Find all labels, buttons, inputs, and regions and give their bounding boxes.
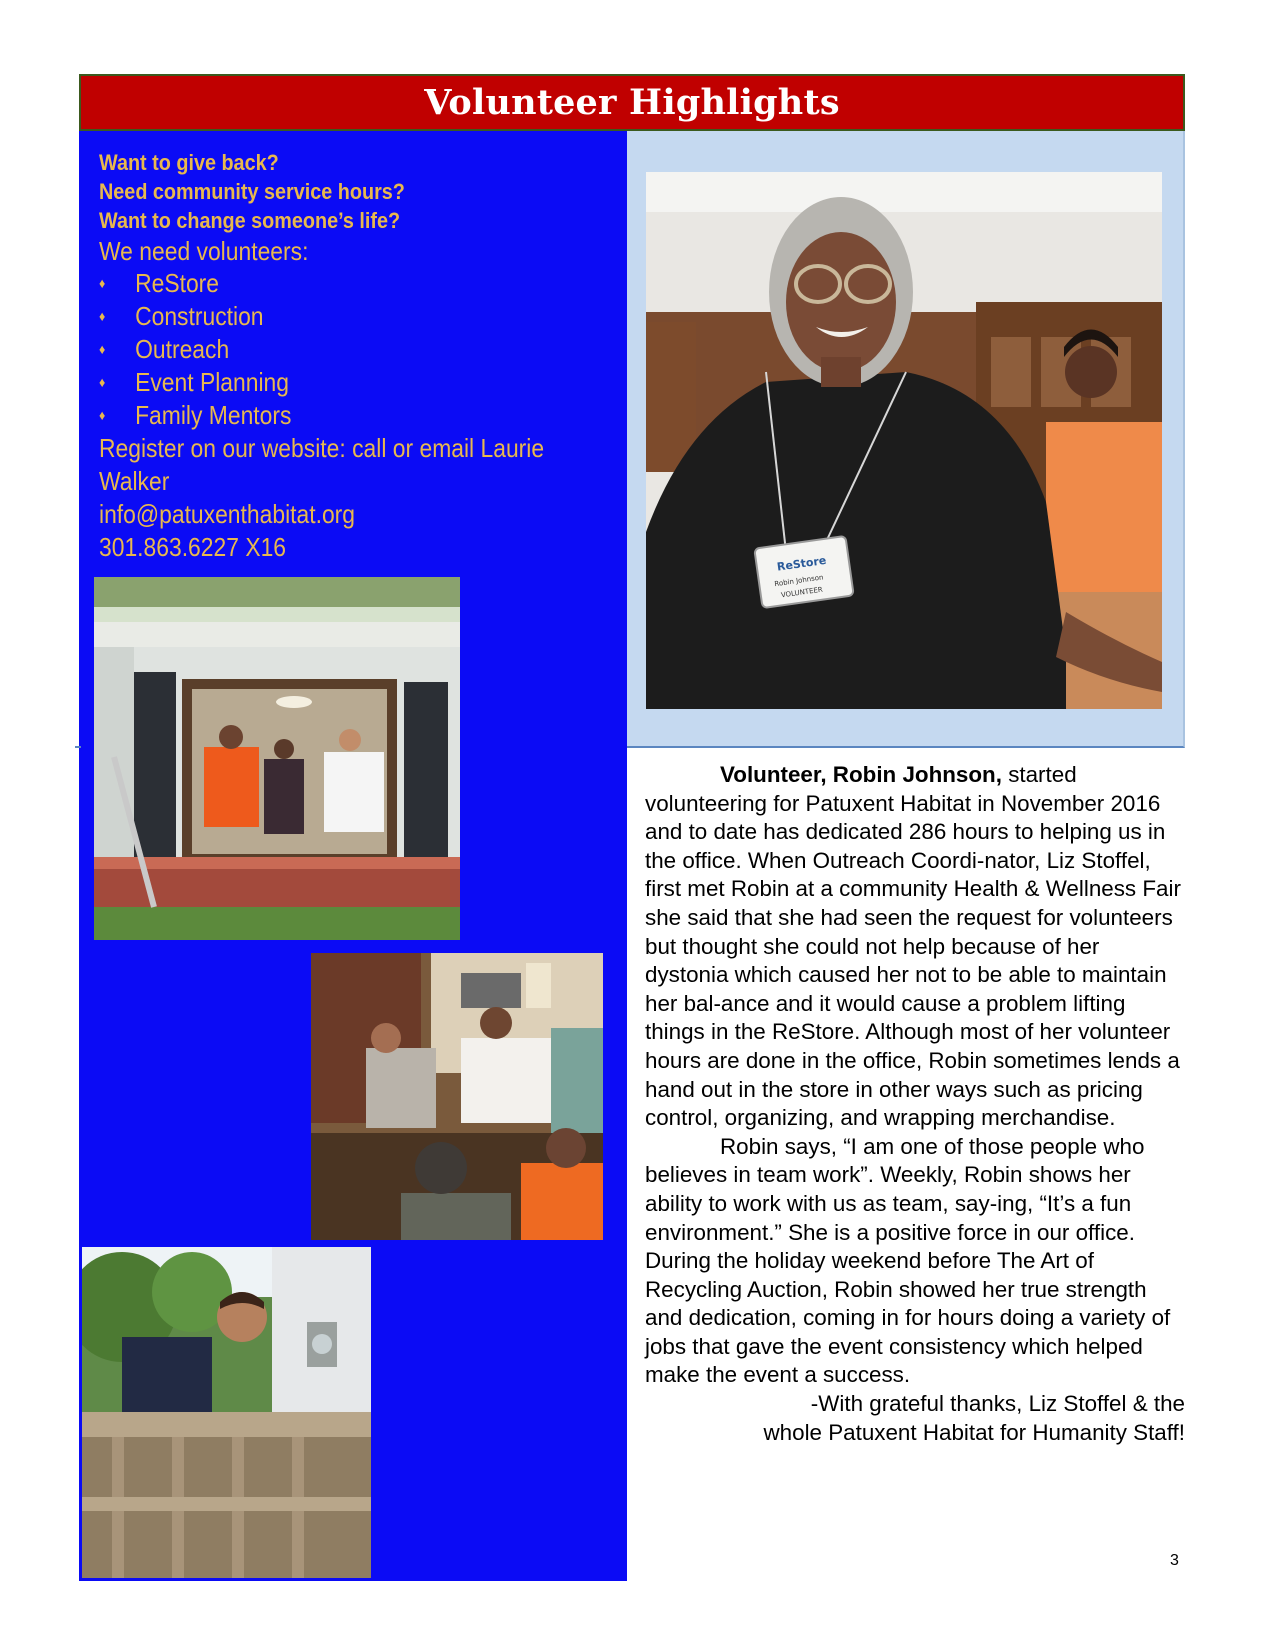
diamond-bullet-icon: ♦ (99, 374, 106, 390)
role-label: Event Planning (135, 367, 289, 397)
window-volunteers-photo (94, 577, 460, 940)
badge-store-text: ReStore (776, 553, 828, 574)
section-banner (79, 74, 1185, 131)
question-service-hours: Need community service hours? (99, 179, 405, 204)
article-paragraph-text: started volunteering for Patuxent Habitat in November 2016 and to date has dedicated 286 hours to helping us in the office. When Outreach Coordi-nator, Liz Stoffel, first met Robin at a community Health & Wellness Fair she said that she had seen the request for volunteers but thought she could not help because of her dystonia which caused her not to be able to maintain her bal-ance and it would cause a problem lifting things in the ReStore. Although most of her volunteer hours are done in the office, Robin sometimes lends a hand out in the store in other ways such as pricing control, organizing, and wrapping merchandise. (645, 762, 1181, 1131)
article-paragraph (645, 761, 1185, 1133)
role-label: Family Mentors (135, 400, 292, 430)
role-label: Outreach (135, 334, 230, 364)
role-label: Construction (135, 301, 264, 331)
question-give-back: Want to give back? (99, 150, 279, 175)
robin-johnson-portrait-photo (646, 172, 1162, 709)
contact-phone: 301.863.6227 X16 (99, 532, 287, 562)
register-line: Register on our website: call or email Laurie Walker (99, 433, 545, 496)
list-item (99, 300, 557, 333)
badge-name-text: Robin Johnson (773, 573, 824, 589)
deck-volunteer-photo (82, 1247, 371, 1578)
page-number: 3 (1170, 1552, 1179, 1569)
signature-line: whole Patuxent Habitat for Humanity Staff! (763, 1419, 1185, 1445)
article-paragraph: Robin says, “I am one of those people who believes in team work”. Weekly, Robin shows her ability to work with us as team, say-ing, “It’s a fun environment.” She is a positive force in our office. During the holiday weekend before The Art of Recycling Auction, Robin showed her true strength and dedication, coming in for hours doing a variety of jobs that gave the event consistency which helped make the event a success. (645, 1133, 1171, 1388)
article-lead: Volunteer, Robin Johnson, (720, 762, 1002, 787)
volunteer-call-text (99, 148, 619, 564)
volunteer-roles-list (99, 267, 619, 432)
diamond-bullet-icon: ♦ (99, 341, 106, 357)
diamond-bullet-icon: ♦ (99, 308, 106, 324)
list-item (99, 399, 557, 432)
contact-email[interactable]: info@patuxenthabitat.org (99, 499, 356, 529)
woodworking-volunteers-photo (311, 953, 603, 1240)
volunteer-article (645, 761, 1185, 1447)
page-title: Volunteer Highlights (424, 82, 840, 123)
list-item (99, 333, 557, 366)
question-change-life: Want to change someone’s life? (99, 208, 401, 233)
list-item (99, 366, 557, 399)
role-label: ReStore (135, 268, 220, 298)
signature-line: -With grateful thanks, Liz Stoffel & the (810, 1391, 1185, 1417)
badge-role-text: VOLUNTEER (780, 585, 824, 600)
diamond-bullet-icon: ♦ (99, 407, 106, 423)
need-volunteers-line: We need volunteers: (99, 236, 309, 266)
divider-rule (75, 746, 81, 748)
list-item (99, 267, 557, 300)
diamond-bullet-icon: ♦ (99, 275, 106, 291)
